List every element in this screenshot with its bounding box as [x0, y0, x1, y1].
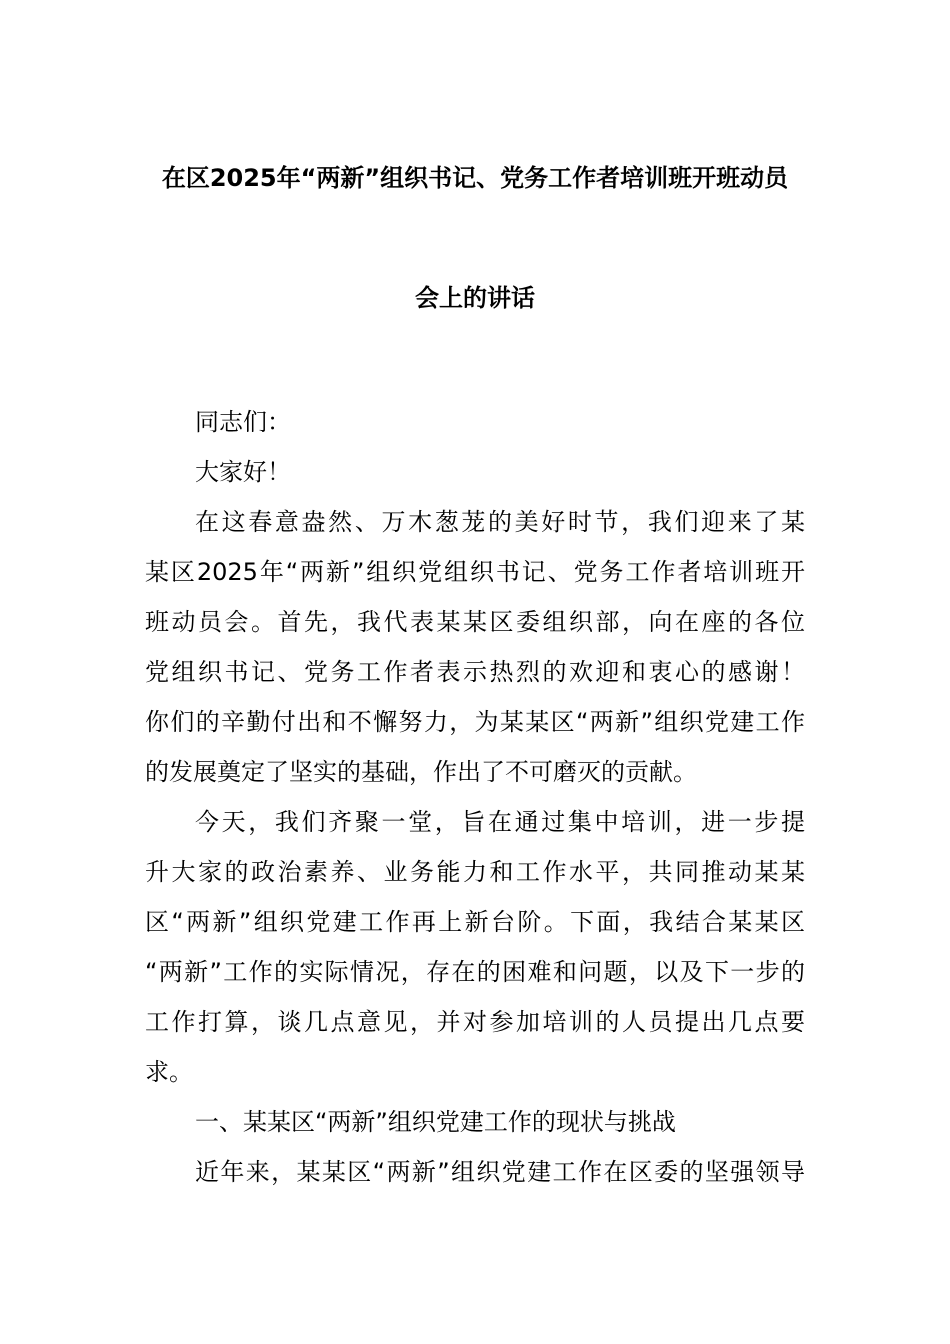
paragraph-2-line: 求。 [145, 1058, 193, 1086]
paragraph-1-line: 党组织书记、党务工作者表示热烈的欢迎和衷心的感谢！ [145, 658, 805, 686]
greeting: 大家好！ [195, 458, 291, 486]
paragraph-2-line: 区“两新”组织党建工作再上新台阶。下面，我结合某某区 [145, 908, 805, 936]
paragraph-1-line: 的发展奠定了坚实的基础，作出了不可磨灭的贡献。 [145, 758, 697, 786]
paragraph-1-line: 在这春意盎然、万木葱茏的美好时节，我们迎来了某 [195, 508, 805, 536]
document-title-line-2: 会上的讲话 [415, 284, 535, 312]
salutation: 同志们： [195, 408, 291, 436]
paragraph-2-line: 今天，我们齐聚一堂，旨在通过集中培训，进一步提 [195, 808, 805, 836]
paragraph-2-line: 工作打算，谈几点意见，并对参加培训的人员提出几点要 [145, 1008, 805, 1036]
paragraph-2-line: 升大家的政治素养、业务能力和工作水平，共同推动某某 [145, 858, 805, 886]
paragraph-1-line: 班动员会。首先，我代表某某区委组织部，向在座的各位 [145, 608, 805, 636]
paragraph-1-line: 你们的辛勤付出和不懈努力，为某某区“两新”组织党建工作 [145, 708, 805, 736]
paragraph-1-line: 某区2025年“两新”组织党组织书记、党务工作者培训班开 [145, 558, 805, 586]
paragraph-3-line: 近年来，某某区“两新”组织党建工作在区委的坚强领导 [195, 1158, 805, 1186]
paragraph-2-line: “两新”工作的实际情况，存在的困难和问题，以及下一步的 [145, 958, 805, 986]
document-title-line-1: 在区2025年“两新”组织书记、党务工作者培训班开班动员 [161, 164, 789, 192]
section-heading-1: 一、某某区“两新”组织党建工作的现状与挑战 [195, 1108, 676, 1136]
